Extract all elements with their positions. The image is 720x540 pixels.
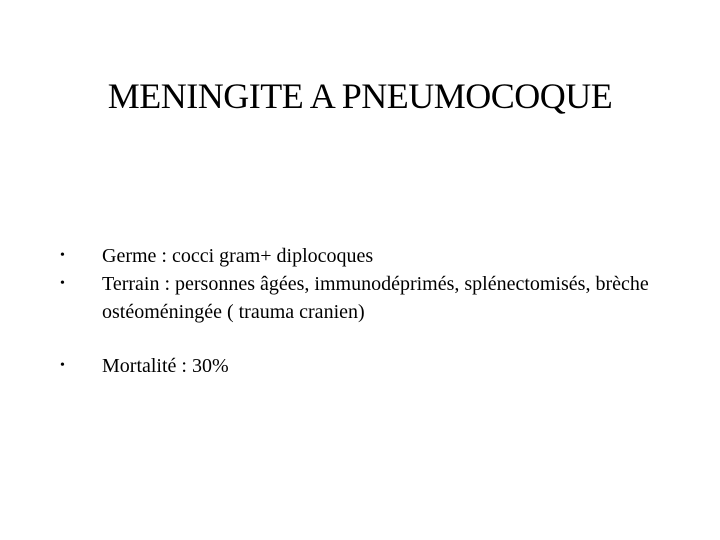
bullet-item-mortalite (60, 352, 700, 380)
bullet-icon: • (60, 358, 65, 373)
bullet-icon: • (60, 276, 65, 291)
bullet-item-terrain (60, 270, 700, 326)
slide-title: MENINGITE A PNEUMOCOQUE (107, 76, 613, 116)
bullet-icon: • (60, 248, 65, 263)
bullet-list (60, 242, 700, 380)
bullet-text: Terrain : personnes âgées, immunodéprimés, splénectomisés, brèche ostéoméningée ( trauma cranien) (102, 273, 649, 323)
bullet-item-germe (60, 242, 700, 270)
bullet-text: Mortalité : 30% (102, 355, 229, 377)
bullet-text: Germe : cocci gram+ diplocoques (102, 245, 374, 267)
